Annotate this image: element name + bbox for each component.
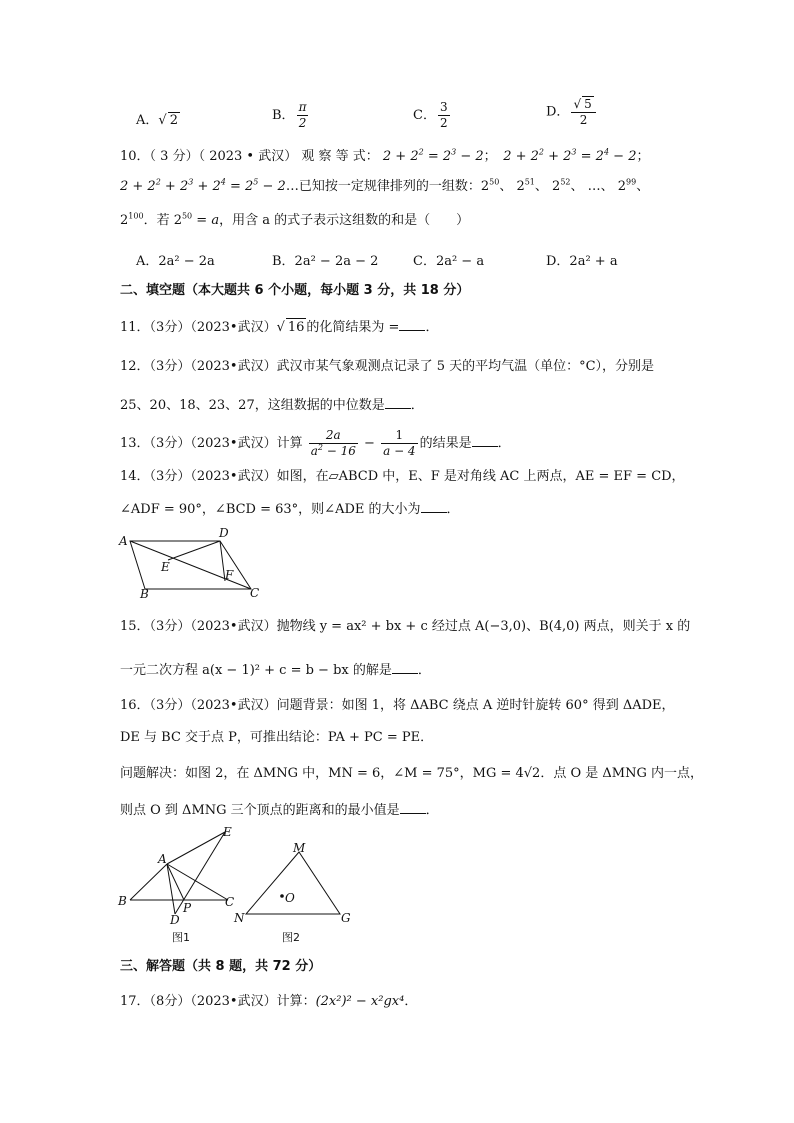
fig2-label-m: M bbox=[293, 841, 306, 855]
fig1-label-e: E bbox=[223, 825, 232, 839]
q10-option-a: A．2a² − 2a bbox=[136, 254, 215, 269]
q17: 17．（8分）（2023•武汉）计算：(2x²)² − x²gx⁴． bbox=[120, 994, 418, 1009]
fig1-label-p: P bbox=[183, 901, 192, 915]
fig1-label-a: A bbox=[158, 852, 167, 866]
q11: 11．（3分）（2023•武汉）√ 16 的化简结果为 = ． bbox=[120, 320, 439, 335]
q16-line1: 16．（3分）（2023•武汉）问题背景：如图 1，将 ΔABC 绕点 A 逆时针旋转 60° 得到 ΔADE， bbox=[120, 698, 675, 713]
fig2-label-o: O bbox=[285, 891, 295, 905]
q16-line3: 问题解决：如图 2，在 ΔMNG 中，MN = 6，∠M = 75°，MG = 4√2．点 O 是 ΔMNG 内一点， bbox=[120, 766, 703, 781]
q14-line1: 14．（3分）（2023•武汉）如图，在▱ABCD 中，E、F 是对角线 AC 上两点，AE = EF = CD， bbox=[120, 469, 685, 484]
q9-option-a: A．√ 2 bbox=[136, 113, 178, 128]
q12-line1: 12．（3分）（2023•武汉）武汉市某气象观测点记录了 5 天的平均气温（单位：°C），分别是 bbox=[120, 359, 655, 374]
point-label-f: F bbox=[225, 568, 234, 582]
fig1-label-b: B bbox=[118, 894, 127, 908]
q10-line3: $2^{100}$．若 $2^{50} = a$，用含 a 的式子表示这组数的和是（ ） bbox=[120, 211, 470, 228]
fig1-label-d: D bbox=[170, 913, 180, 927]
q10-line1: 10．（ 3 分）（ 2023 • 武汉） 观 察 等 式： $2 + 2^2 = 2^3 - 2$； $2 + 2^2 + 2^3 = 2^4 - 2$； bbox=[120, 147, 650, 164]
point-label-e: E bbox=[161, 560, 170, 574]
answer-blank[interactable] bbox=[421, 500, 447, 513]
vertex-label-d: D bbox=[219, 526, 229, 540]
answer-blank[interactable] bbox=[392, 661, 418, 674]
q9-option-d: D． $\frac{√ 5}{2}$ bbox=[546, 96, 598, 128]
q9-option-c: C． $\frac{3}{2}$ bbox=[413, 100, 448, 130]
answer-blank[interactable] bbox=[399, 318, 425, 331]
fig1-caption: 图1 bbox=[172, 931, 190, 944]
q10-option-c: C．2a² − a bbox=[413, 254, 485, 269]
vertex-label-b: B bbox=[140, 587, 149, 600]
q12-line2: 25、20、18、23、27，这组数据的中位数是 ． bbox=[120, 398, 424, 413]
q10-line2: $2 + 2^2 + 2^3 + 2^4 = 2^5$ − 2…已知按一定规律排列的一组数：$2^{50}$、 $2^{51}$、 $2^{52}$、 …、 $2^{99}$、 bbox=[120, 177, 650, 194]
q9-option-a-radicand: 2 bbox=[169, 113, 178, 128]
q16-line2: DE 与 BC 交于点 P，可推出结论：PA + PC = PE． bbox=[120, 730, 434, 745]
fig1-label-c: C bbox=[225, 895, 235, 909]
q14-parallelogram-figure bbox=[115, 525, 275, 600]
q10-option-b: B．2a² − 2a − 2 bbox=[272, 254, 379, 269]
answer-blank[interactable] bbox=[400, 801, 426, 814]
q15-line1: 15．（3分）（2023•武汉）抛物线 y = ax² + bx + c 经过点 A(−3,0)、B(4,0) 两点，则关于 x 的 bbox=[120, 619, 691, 634]
q16-figures bbox=[115, 822, 365, 946]
q15-line2: 一元二次方程 a(x − 1)² + c = b − bx 的解是 ． bbox=[120, 663, 431, 678]
answer-blank[interactable] bbox=[385, 396, 411, 409]
vertex-label-c: C bbox=[250, 586, 260, 600]
answer-blank[interactable] bbox=[472, 434, 498, 447]
q9-option-b: B． $\frac{\pi}{2}$ bbox=[272, 100, 307, 130]
fig2-label-n: N bbox=[234, 911, 245, 925]
section-heading-fill-in: 二、填空题（本大题共 6 个小题，每小题 3 分，共 18 分） bbox=[120, 283, 470, 298]
fig2-caption: 图2 bbox=[282, 931, 300, 944]
q13: 13．（3分）（2023•武汉）计算 $\frac{2a}{a^2 - 16}$ − $\frac{1}{a - 4}$ 的结果是 ． bbox=[120, 428, 511, 458]
vertex-label-a: A bbox=[119, 534, 128, 548]
q10-option-d: D．2a² + a bbox=[546, 254, 618, 269]
fig2-label-g: G bbox=[341, 911, 351, 925]
q14-line2: ∠ADF = 90°，∠BCD = 63°，则∠ADE 的大小为 ． bbox=[120, 502, 460, 517]
q16-line4: 则点 O 到 ΔMNG 三个顶点的距离和的最小值是 ． bbox=[120, 803, 439, 818]
section-heading-solve: 三、解答题（共 8 题，共 72 分） bbox=[120, 959, 322, 974]
